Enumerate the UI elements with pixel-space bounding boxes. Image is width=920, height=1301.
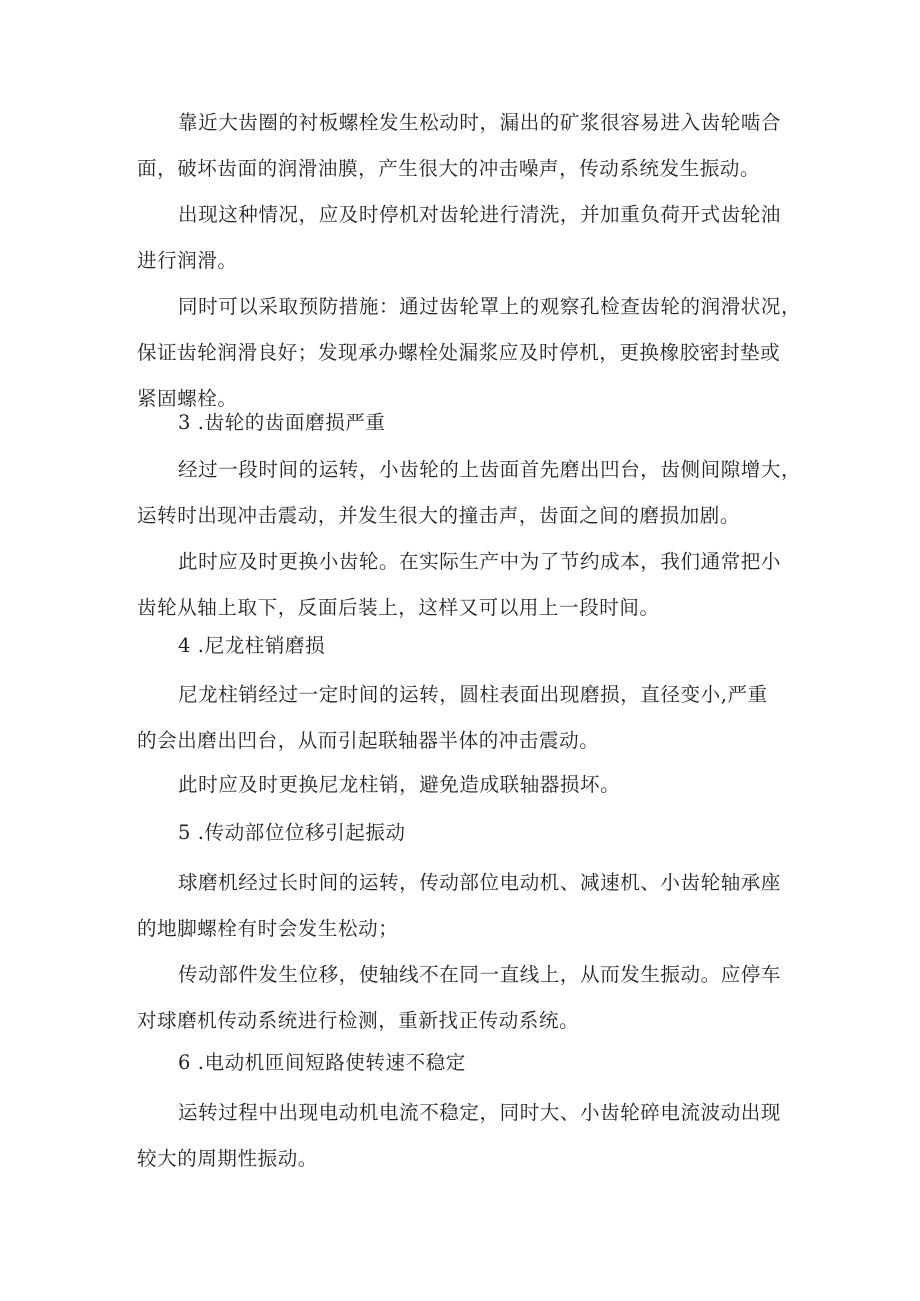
paragraph-line: 的会出磨出凹台，从而引起联轴器半体的冲击震动。 <box>137 729 600 752</box>
section-heading-5: 5 .传动部位位移引起振动 <box>178 821 406 844</box>
paragraph-line: 尼龙柱销经过一定时间的运转，圆柱表面出现磨损，直径变小,严重 <box>178 683 768 706</box>
paragraph-line: 的地脚螺栓有时会发生松动； <box>137 917 399 940</box>
paragraph-4 <box>137 447 802 539</box>
paragraph-1 <box>137 100 797 192</box>
paragraph-line: 运转过程中出现电动机电流不稳定，同时大、小齿轮碎电流波动出现 <box>178 1101 782 1124</box>
paragraph-line: 经过一段时间的运转，小齿轮的上齿面首先磨出凹台，齿侧间隙增大， <box>178 458 802 481</box>
section-heading-4: 4 .尼龙柱销磨损 <box>178 634 326 657</box>
paragraph-2 <box>137 192 797 284</box>
paragraph-6 <box>137 672 797 764</box>
paragraph-line: 齿轮从轴上取下，反面后装上，这样又可以用上一段时间。 <box>137 596 660 619</box>
paragraph-9 <box>137 952 797 1044</box>
paragraph-line: 此时应及时更换小齿轮。在实际生产中为了节约成本，我们通常把小 <box>178 550 782 573</box>
paragraph-line: 紧固螺栓。 <box>137 387 238 410</box>
paragraph-line: 面，破坏齿面的润滑油膜，产生很大的冲击噪声，传动系统发生振动。 <box>137 157 761 180</box>
section-heading-3: 3 .齿轮的齿面磨损严重 <box>178 411 386 434</box>
paragraph-line: 对球磨机传动系统进行检测，重新找正传动系统。 <box>137 1009 580 1032</box>
paragraph-line: 传动部件发生位移，使轴线不在同一直线上，从而发生振动。应停车 <box>178 963 782 986</box>
paragraph-line: 同时可以采取预防措施：通过齿轮罩上的观察孔检查齿轮的润滑状况， <box>178 295 802 318</box>
paragraph-line: 此时应及时更换尼龙柱销，避免造成联轴器损坏。 <box>178 773 621 796</box>
paragraph-line: 出现这种情况，应及时停机对齿轮进行清洗，并加重负荷开式齿轮油 <box>178 203 782 226</box>
paragraph-7 <box>137 762 797 808</box>
paragraph-line: 靠近大齿圈的衬板螺栓发生松动时，漏出的矿浆很容易进入齿轮啮合 <box>178 111 782 134</box>
paragraph-line: 球磨机经过长时间的运转，传动部位电动机、减速机、小齿轮轴承座 <box>178 871 782 894</box>
paragraph-8 <box>137 860 797 952</box>
paragraph-line: 进行润滑。 <box>137 249 238 272</box>
section-heading-6: 6 .电动机匝间短路使转速不稳定 <box>178 1051 466 1074</box>
paragraph-line: 保证齿轮润滑良好；发现承办螺栓处漏浆应及时停机，更换橡胶密封垫或 <box>137 341 781 364</box>
paragraph-line: 较大的周期性振动。 <box>137 1147 318 1170</box>
paragraph-5 <box>137 539 797 631</box>
paragraph-line: 运转时出现冲击震动，并发生很大的撞击声，齿面之间的磨损加剧。 <box>137 504 741 527</box>
paragraph-10 <box>137 1090 797 1182</box>
